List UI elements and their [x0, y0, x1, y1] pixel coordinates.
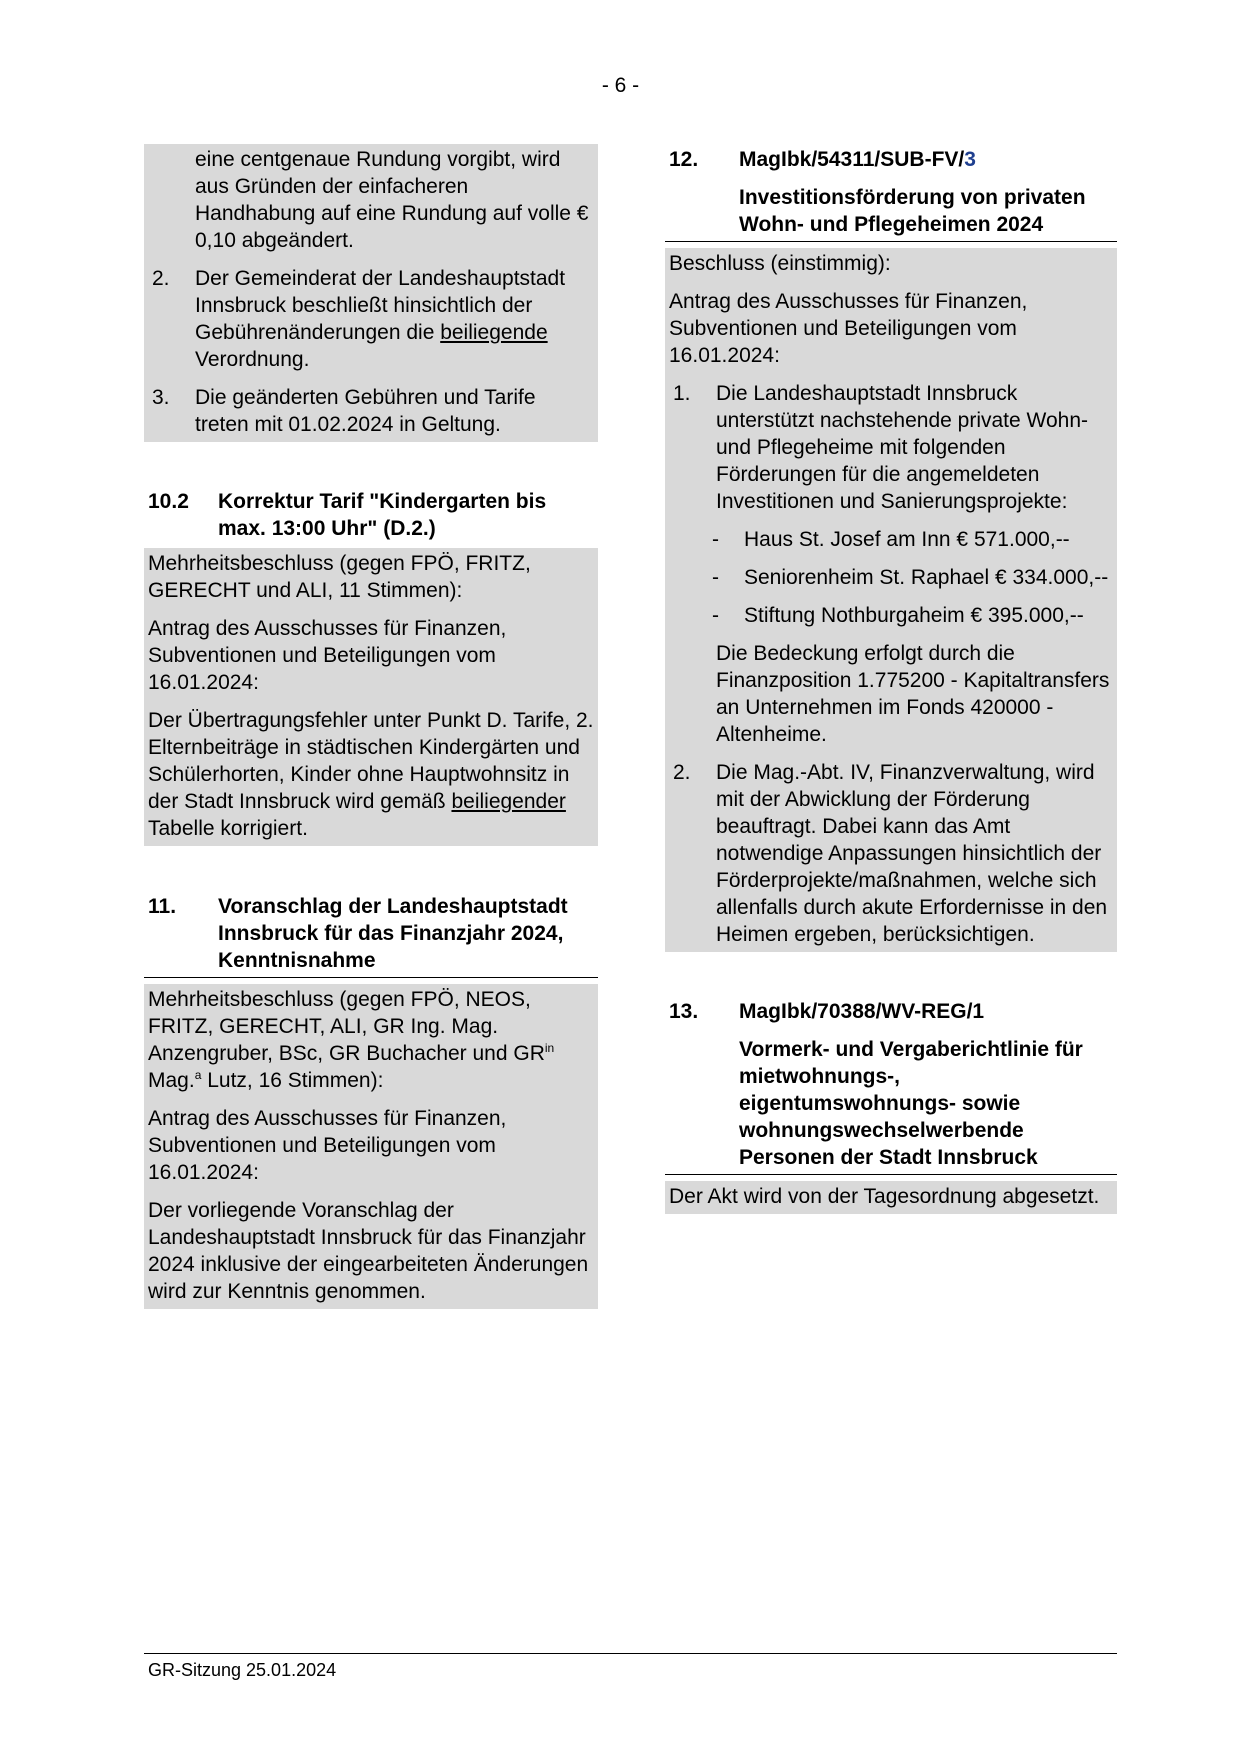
- attachment-link[interactable]: beiliegender: [451, 790, 566, 813]
- right-column: [665, 146, 1117, 1214]
- funding-text: Stiftung Nothburgaheim € 395.000,--: [744, 604, 1084, 627]
- list-text: Die geänderten Gebühren und Tarife treten mit 01.02.2024 in Geltung.: [195, 386, 536, 436]
- section-title: Investitionsförderung von privaten Wohn- und Pflegeheimen 2024: [739, 186, 1086, 236]
- section-number: 13.: [669, 1000, 699, 1023]
- list-item: [148, 384, 594, 438]
- list-number: 2.: [673, 761, 691, 784]
- funding-item: [669, 526, 1113, 553]
- funding-item: [669, 602, 1113, 629]
- attachment-link[interactable]: beiliegende: [440, 321, 548, 344]
- resolution-block-12: [665, 248, 1117, 952]
- list-text: Der Gemeinderat der Landeshauptstadt Innsbruck beschließt hinsichtlich der Gebührenänderungen die: [195, 267, 566, 344]
- motion-text: Antrag des Ausschusses für Finanzen, Subventionen und Beteiligungen vom 16.01.2024:: [148, 1107, 507, 1184]
- resolution-text: Der Akt wird von der Tagesordnung abgesetzt.: [669, 1185, 1100, 1208]
- dash-bullet: -: [712, 604, 719, 627]
- list-number: 2.: [152, 267, 170, 290]
- vote-result: [148, 986, 594, 1094]
- list-number: 1.: [673, 382, 691, 405]
- resolution-text-part: Tabelle korrigiert.: [148, 817, 308, 840]
- motion-text: Antrag des Ausschusses für Finanzen, Subventionen und Beteiligungen vom 16.01.2024:: [669, 290, 1028, 367]
- list-number: 3.: [152, 386, 170, 409]
- superscript: a: [194, 1068, 202, 1082]
- section-heading-12: [665, 146, 1117, 242]
- section-title: Vormerk- und Vergaberichtlinie für mietwohnungs-, eigentumswohnungs- sowie wohnungswechselwerbende Personen der Stadt Innsbruck: [739, 1038, 1083, 1169]
- list-text: Die Mag.-Abt. IV, Finanzverwaltung, wird mit der Abwicklung der Förderung beauftragt. Dabei kann das Amt notwendige Anpassungen hinsichtlich der Förderprojekte/maßnahmen, welche sich allenfalls durch akute Erfordernisse in den Heimen ergeben, berücksichtigen.: [716, 761, 1108, 946]
- funding-text: Seniorenheim St. Raphael € 334.000,--: [744, 566, 1109, 589]
- section-title: Voranschlag der Landeshauptstadt Innsbruck für das Finanzjahr 2024, Kenntnisnahme: [218, 895, 568, 972]
- footer-text: GR-Sitzung 25.01.2024: [148, 1660, 337, 1680]
- vote-text: Lutz, 16 Stimmen):: [201, 1069, 384, 1092]
- page-number: - 6 -: [601, 74, 640, 97]
- resolution-block-13: [665, 1181, 1117, 1214]
- section-heading-10-2: [144, 488, 598, 542]
- list-text: Verordnung.: [195, 348, 310, 371]
- section-heading-13: [665, 998, 1117, 1175]
- left-column: [144, 146, 598, 1309]
- file-code-suffix: 3: [964, 148, 976, 171]
- dash-bullet: -: [712, 566, 719, 589]
- list-text: Die Landeshauptstadt Innsbruck unterstützt nachstehende private Wohn- und Pflegeheime mit folgenden Förderungen für die angemeldeten Investitionen und Sanierungsprojekte:: [716, 382, 1089, 513]
- resolution-text: Der vorliegende Voranschlag der Landeshauptstadt Innsbruck für das Finanzjahr 2024 inklusive der eingearbeiteten Änderungen wird zur Kenntnis genommen.: [148, 1199, 589, 1303]
- list-item: [669, 380, 1113, 515]
- list-item: [148, 265, 594, 373]
- funding-text: Haus St. Josef am Inn € 571.000,--: [744, 528, 1070, 551]
- resolution-continuation-block: [144, 144, 598, 442]
- section-heading-11: [144, 893, 598, 978]
- resolution-text: [148, 707, 594, 842]
- vote-result: Mehrheitsbeschluss (gegen FPÖ, FRITZ, GERECHT und ALI, 11 Stimmen):: [148, 552, 531, 602]
- dash-bullet: -: [712, 528, 719, 551]
- list-item: [669, 759, 1113, 948]
- section-number: 10.2: [148, 490, 189, 513]
- coverage-text: Die Bedeckung erfolgt durch die Finanzposition 1.775200 - Kapitaltransfers an Unternehmen im Fonds 420000 - Altenheime.: [716, 642, 1110, 746]
- file-code: MagIbk/54311/SUB-FV/: [739, 148, 965, 171]
- vote-result: Beschluss (einstimmig):: [669, 252, 891, 275]
- footer-divider: [144, 1653, 1117, 1654]
- superscript: in: [544, 1041, 555, 1055]
- motion-text: Antrag des Ausschusses für Finanzen, Subventionen und Beteiligungen vom 16.01.2024:: [148, 617, 507, 694]
- section-title: Korrektur Tarif "Kindergarten bis max. 13:00 Uhr" (D.2.): [218, 490, 547, 540]
- continuation-text: eine centgenaue Rundung vorgibt, wird aus Gründen der einfacheren Handhabung auf eine Rundung auf volle € 0,10 abgeändert.: [195, 148, 589, 252]
- resolution-block-10-2: [144, 548, 598, 846]
- vote-text: Mehrheitsbeschluss (gegen FPÖ, NEOS, FRITZ, GERECHT, ALI, GR Ing. Mag. Anzengruber, BSc, GR Buchacher und GR: [148, 988, 545, 1065]
- file-reference: [739, 146, 1113, 173]
- resolution-text-part: Der Übertragungsfehler unter Punkt D. Tarife, 2. Elternbeiträge in städtischen Kindergärten und Schülerhorten, Kinder ohne Hauptwohnsitz in der Stadt Innsbruck wird gemäß: [148, 709, 594, 813]
- funding-item: [669, 564, 1113, 591]
- resolution-block-11: [144, 984, 598, 1309]
- file-reference: MagIbk/70388/WV-REG/1: [739, 1000, 985, 1023]
- section-number: 12.: [669, 148, 699, 171]
- section-number: 11.: [148, 895, 177, 918]
- vote-text: Mag.: [148, 1069, 195, 1092]
